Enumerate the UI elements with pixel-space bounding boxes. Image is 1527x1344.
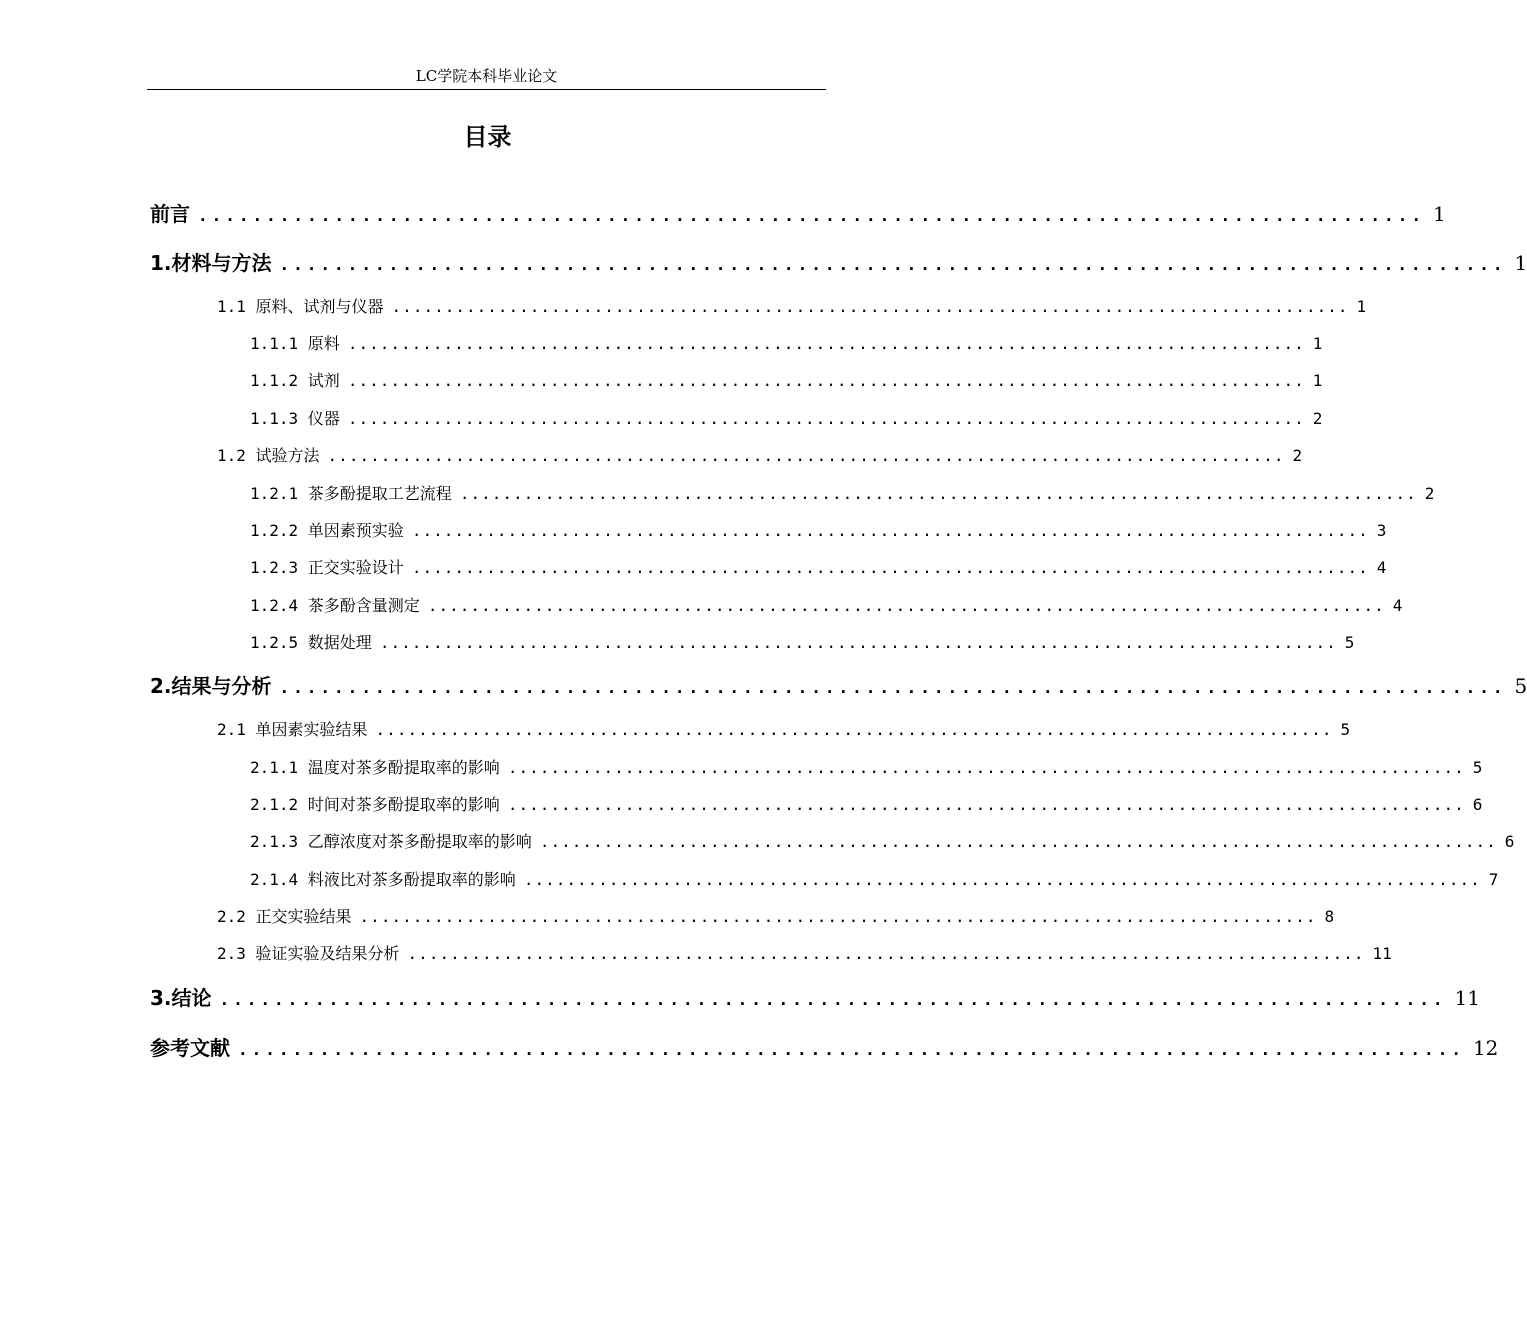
toc-entry-label: 1.2.5 数据处理 <box>250 633 372 652</box>
dot-leader: .......................................................................................... <box>427 596 1385 615</box>
toc-entry[interactable] <box>217 906 1335 928</box>
dot-leader: .......................................................................................... <box>391 297 1349 316</box>
dot-leader: .......................................................................................... <box>279 255 1507 274</box>
toc-entry-label: 3.结论 <box>150 986 212 1010</box>
dot-leader: .......................................................................................... <box>198 206 1425 225</box>
toc-entry[interactable] <box>250 794 1483 816</box>
toc-entry[interactable] <box>150 200 1446 230</box>
toc-entry-page: 4 <box>1392 596 1403 615</box>
toc-entry-label: 1.2.1 茶多酚提取工艺流程 <box>250 484 452 503</box>
dot-leader: .......................................................................................... <box>327 446 1285 465</box>
toc-entry-page: 2 <box>1424 484 1435 503</box>
toc-entry-label: 1.2.2 单因素预实验 <box>250 521 404 540</box>
toc-entry[interactable] <box>250 408 1323 430</box>
toc-entry-label: 1.2 试验方法 <box>217 446 320 465</box>
toc-entry-label: 1.1.1 原料 <box>250 334 340 353</box>
toc-entry-page: 5 <box>1472 758 1483 777</box>
toc-entry-label: 1.1.2 试剂 <box>250 371 340 390</box>
dot-leader: .......................................................................................... <box>375 720 1333 739</box>
toc-entry-label: 2.1.4 料液比对茶多酚提取率的影响 <box>250 870 516 889</box>
toc-title: 目录 <box>463 123 512 151</box>
dot-leader: .......................................................................................... <box>407 944 1365 963</box>
dot-leader: .......................................................................................... <box>507 795 1465 814</box>
toc-entry-page: 11 <box>1454 986 1480 1010</box>
toc-entry-page: 1 <box>1356 297 1367 316</box>
toc-entry-label: 1.1.3 仪器 <box>250 409 340 428</box>
toc-entry[interactable] <box>250 869 1499 891</box>
toc-entry[interactable] <box>217 445 1303 467</box>
toc-entry-label: 2.结果与分析 <box>150 674 272 698</box>
toc-entry[interactable] <box>150 672 1527 702</box>
toc-entry[interactable] <box>217 719 1351 741</box>
toc-entry[interactable] <box>250 831 1515 853</box>
toc-entry-page: 1 <box>1312 334 1323 353</box>
toc-entry-label: 2.2 正交实验结果 <box>217 907 352 926</box>
toc-entry-label: 2.1.2 时间对茶多酚提取率的影响 <box>250 795 500 814</box>
running-header: LC学院本科毕业论文 <box>415 67 558 85</box>
toc-entry-label: 1.1 原料、试剂与仪器 <box>217 297 384 316</box>
toc-entry-page: 4 <box>1376 558 1387 577</box>
toc-entry-label: 1.2.4 茶多酚含量测定 <box>250 596 420 615</box>
toc-entry-page: 8 <box>1324 907 1335 926</box>
toc-entry-label: 2.1 单因素实验结果 <box>217 720 368 739</box>
toc-entry-page: 1 <box>1312 371 1323 390</box>
toc-entry-label: 1.材料与方法 <box>150 251 272 275</box>
toc-entry-page: 3 <box>1376 521 1387 540</box>
toc-entry[interactable] <box>250 595 1403 617</box>
dot-leader: .......................................................................................... <box>347 371 1305 390</box>
dot-leader: .......................................................................................... <box>347 334 1305 353</box>
toc-entry-page: 12 <box>1472 1036 1499 1060</box>
dot-leader: .......................................................................................... <box>507 758 1465 777</box>
dot-leader: .......................................................................................... <box>411 558 1369 577</box>
dot-leader: .......................................................................................... <box>411 521 1369 540</box>
toc-entry-label: 参考文献 <box>150 1036 230 1060</box>
toc-entry-page: 7 <box>1488 870 1499 889</box>
toc-entry[interactable] <box>150 984 1480 1014</box>
toc-entry[interactable] <box>217 296 1367 318</box>
toc-entry[interactable] <box>150 249 1527 279</box>
toc-entry-page: 11 <box>1372 944 1392 963</box>
toc-entry-label: 前言 <box>150 202 190 226</box>
dot-leader: .......................................................................................... <box>359 907 1317 926</box>
dot-leader: .......................................................................................... <box>219 990 1447 1009</box>
dot-leader: .......................................................................................... <box>347 409 1305 428</box>
toc-entry[interactable] <box>250 483 1435 505</box>
dot-leader: .......................................................................................... <box>539 832 1497 851</box>
dot-leader: .......................................................................................... <box>459 484 1417 503</box>
dot-leader: .......................................................................................... <box>238 1040 1465 1059</box>
toc-entry-page: 2 <box>1292 446 1303 465</box>
toc-entry-page: 6 <box>1472 795 1483 814</box>
toc-entry[interactable] <box>250 370 1323 392</box>
toc-entry-label: 1.2.3 正交实验设计 <box>250 558 404 577</box>
toc-entry-page: 1 <box>1432 202 1446 226</box>
dot-leader: .......................................................................................... <box>279 678 1507 697</box>
dot-leader: .......................................................................................... <box>523 870 1481 889</box>
toc-entry[interactable] <box>250 557 1387 579</box>
toc-entry-page: 1 <box>1514 251 1527 275</box>
toc-entry[interactable] <box>250 333 1323 355</box>
toc-entry-label: 2.3 验证实验及结果分析 <box>217 944 400 963</box>
toc-entry-label: 2.1.1 温度对茶多酚提取率的影响 <box>250 758 500 777</box>
toc-entry-page: 2 <box>1312 409 1323 428</box>
toc-entry-page: 5 <box>1344 633 1355 652</box>
toc-entry[interactable] <box>150 1034 1499 1064</box>
toc-entry[interactable] <box>250 632 1355 654</box>
toc-entry[interactable] <box>217 943 1392 965</box>
toc-entry[interactable] <box>250 757 1483 779</box>
dot-leader: .......................................................................................... <box>379 633 1337 652</box>
toc-entry-page: 5 <box>1340 720 1351 739</box>
toc-entry-page: 6 <box>1504 832 1515 851</box>
toc-entry[interactable] <box>250 520 1387 542</box>
toc-entry-label: 2.1.3 乙醇浓度对茶多酚提取率的影响 <box>250 832 532 851</box>
toc-entry-page: 5 <box>1514 674 1527 698</box>
